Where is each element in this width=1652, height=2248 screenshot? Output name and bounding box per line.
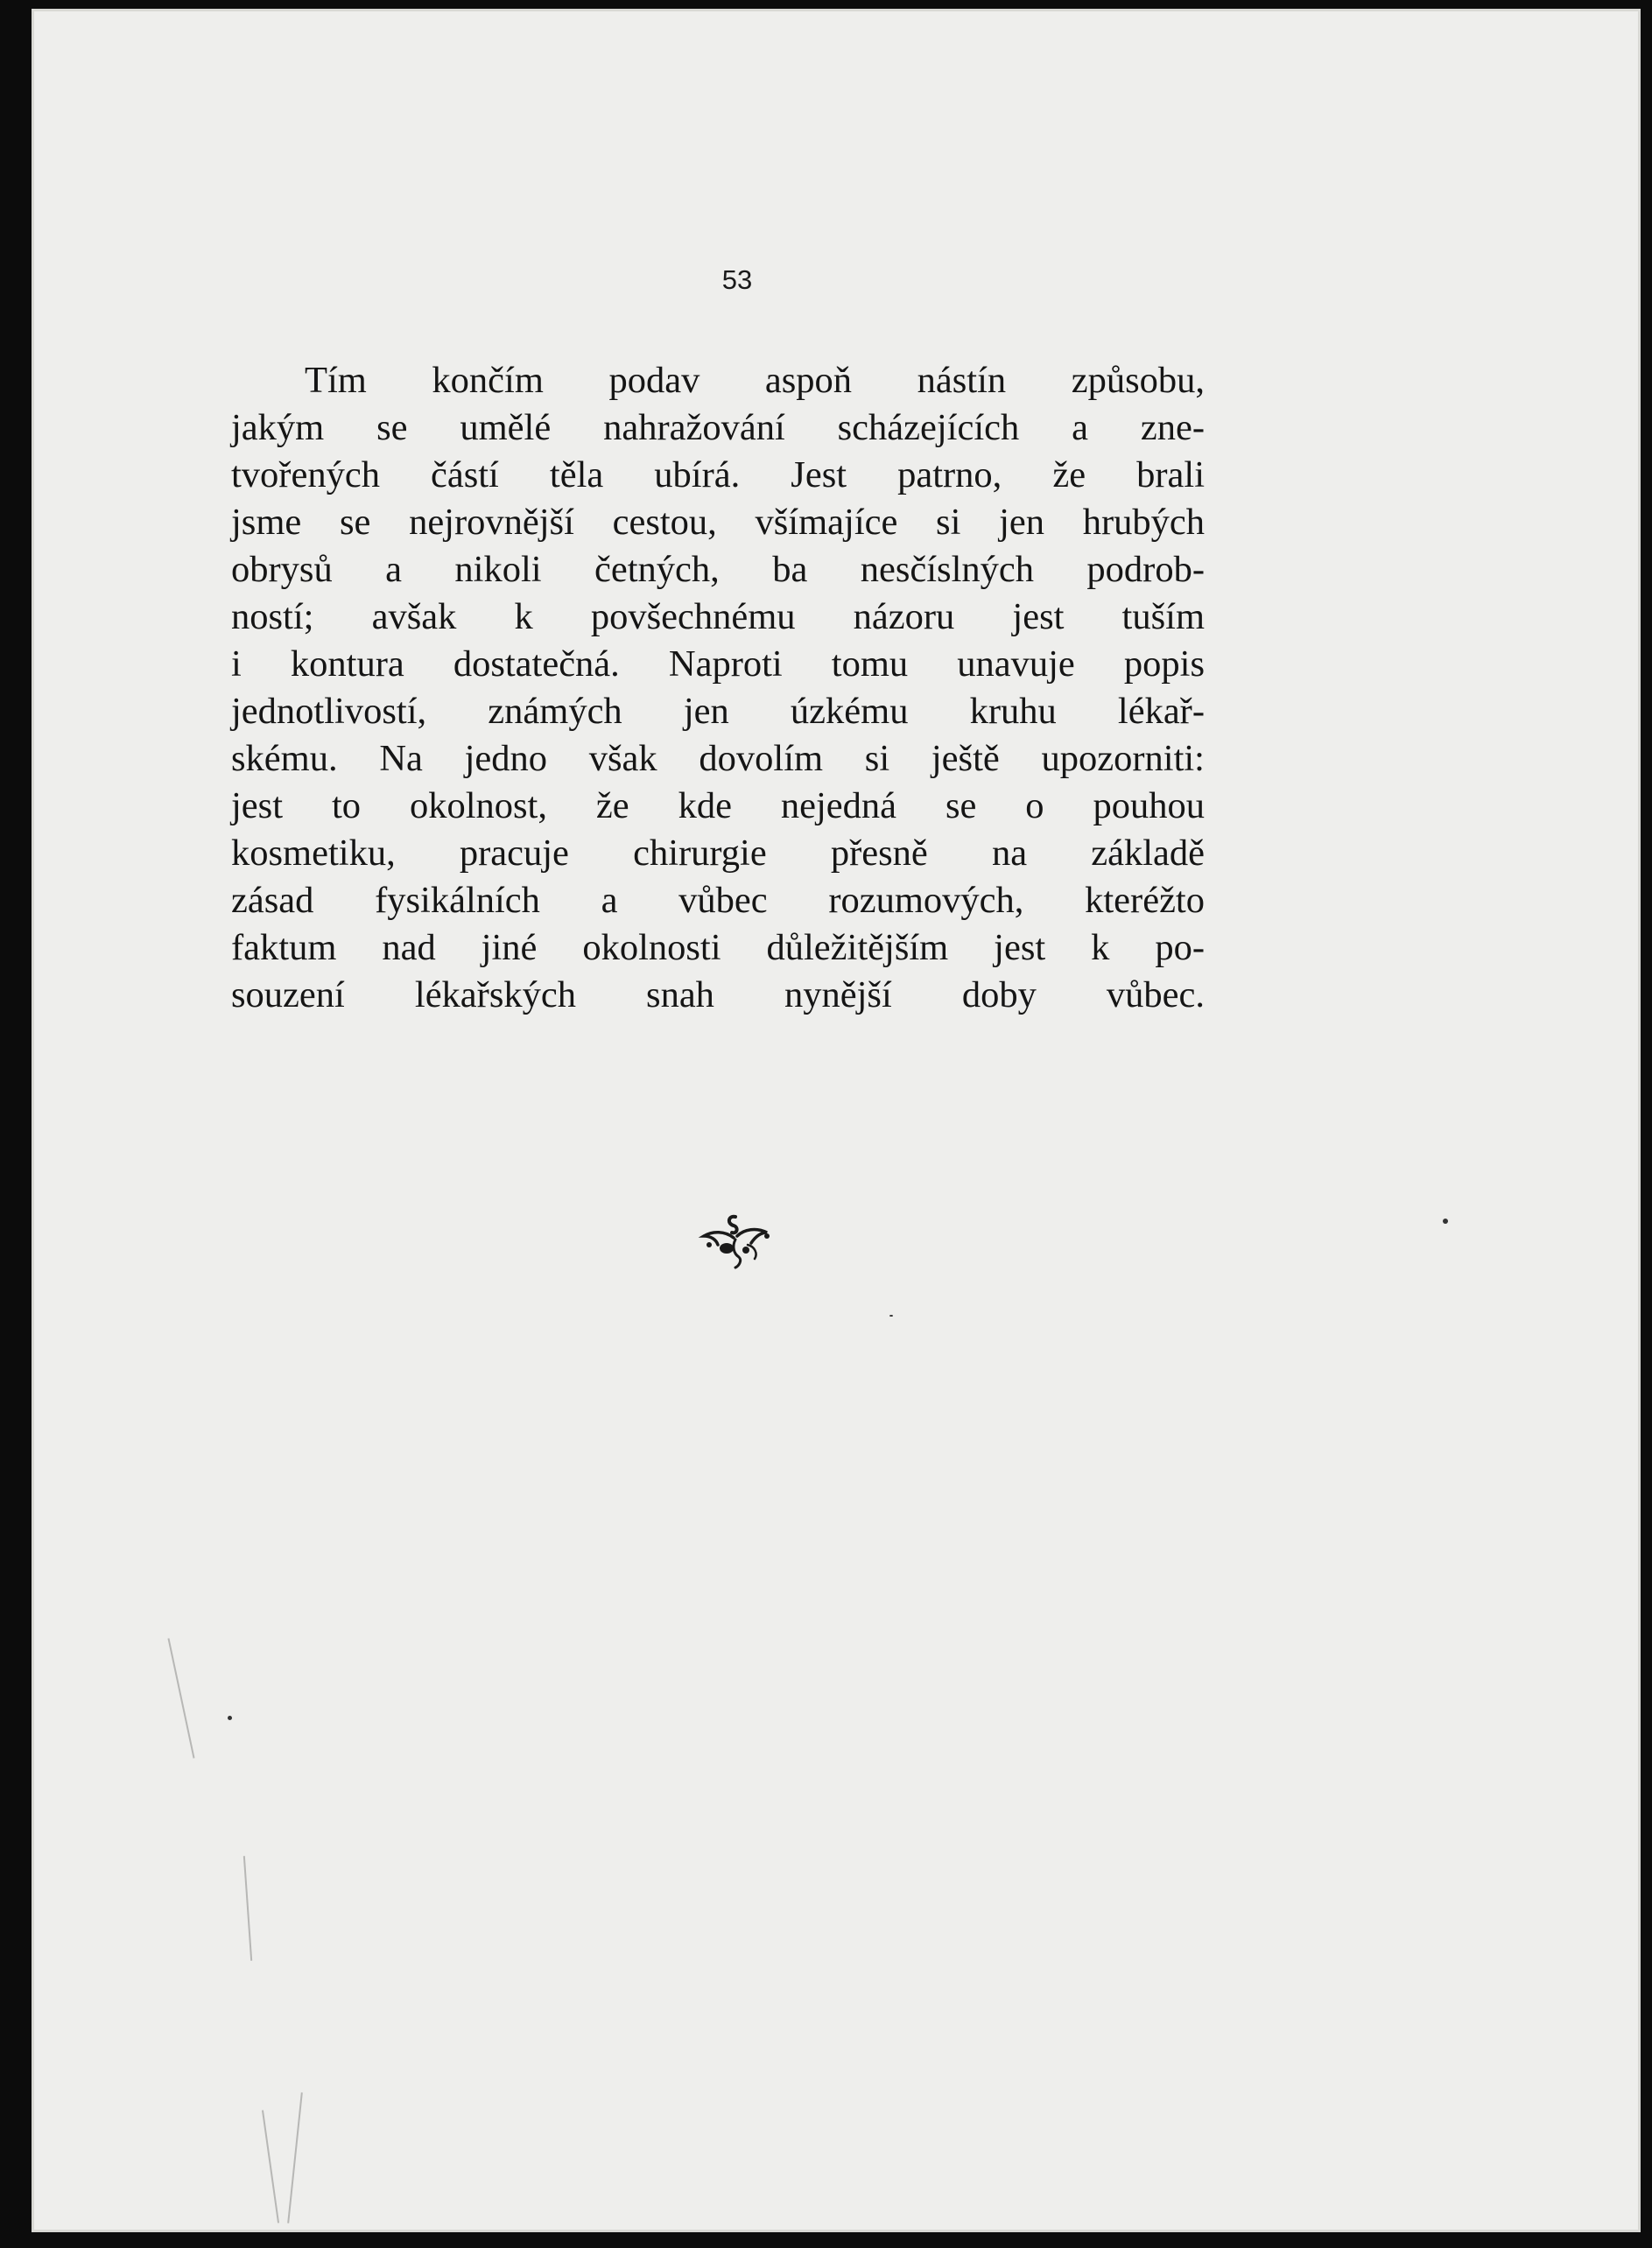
text-line: i kontura dostatečná. Naproti tomu unavuje popis	[231, 643, 1205, 685]
fleuron-ornament-icon	[693, 1206, 781, 1276]
paper-crease	[287, 2092, 303, 2223]
book-page	[32, 9, 1641, 2232]
text-line: ností; avšak k povšechnému názoru jest tuším	[231, 596, 1205, 637]
paper-speck	[228, 1716, 232, 1720]
text-line: souzení lékařských snah nynější doby vůbec.	[231, 974, 1205, 1015]
text-line: jest to okolnost, že kde nejedná se o pouhou	[231, 785, 1205, 826]
text-line: kosmetiku, pracuje chirurgie přesně na základě	[231, 832, 1205, 874]
paper-crease	[167, 1638, 194, 1758]
text-line: Tím končím podav aspoň nástín způsobu,	[305, 360, 1205, 401]
text-line: obrysů a nikoli četných, ba nesčíslných podrob-	[231, 549, 1205, 590]
text-line: tvořených částí těla ubírá. Jest patrno, že brali	[231, 454, 1205, 495]
text-line: jakým se umělé nahražování scházejících a zne-	[231, 407, 1205, 448]
paper-speck	[1443, 1219, 1448, 1224]
paper-speck	[889, 1315, 893, 1317]
text-line: jsme se nejrovnější cestou, všímajíce si jen hrubých	[231, 502, 1205, 543]
text-line: zásad fysikálních a vůbec rozumových, kteréžto	[231, 880, 1205, 921]
paper-crease	[243, 1856, 252, 1961]
text-line: jednotlivostí, známých jen úzkému kruhu lékař-	[231, 691, 1205, 732]
text-line: skému. Na jedno však dovolím si ještě upozorniti:	[231, 738, 1205, 779]
text-line: faktum nad jiné okolnosti důležitějším jest k po-	[231, 927, 1205, 968]
body-paragraph	[231, 357, 1205, 1019]
paper-crease	[262, 2110, 279, 2223]
page-number: 53	[721, 264, 753, 295]
